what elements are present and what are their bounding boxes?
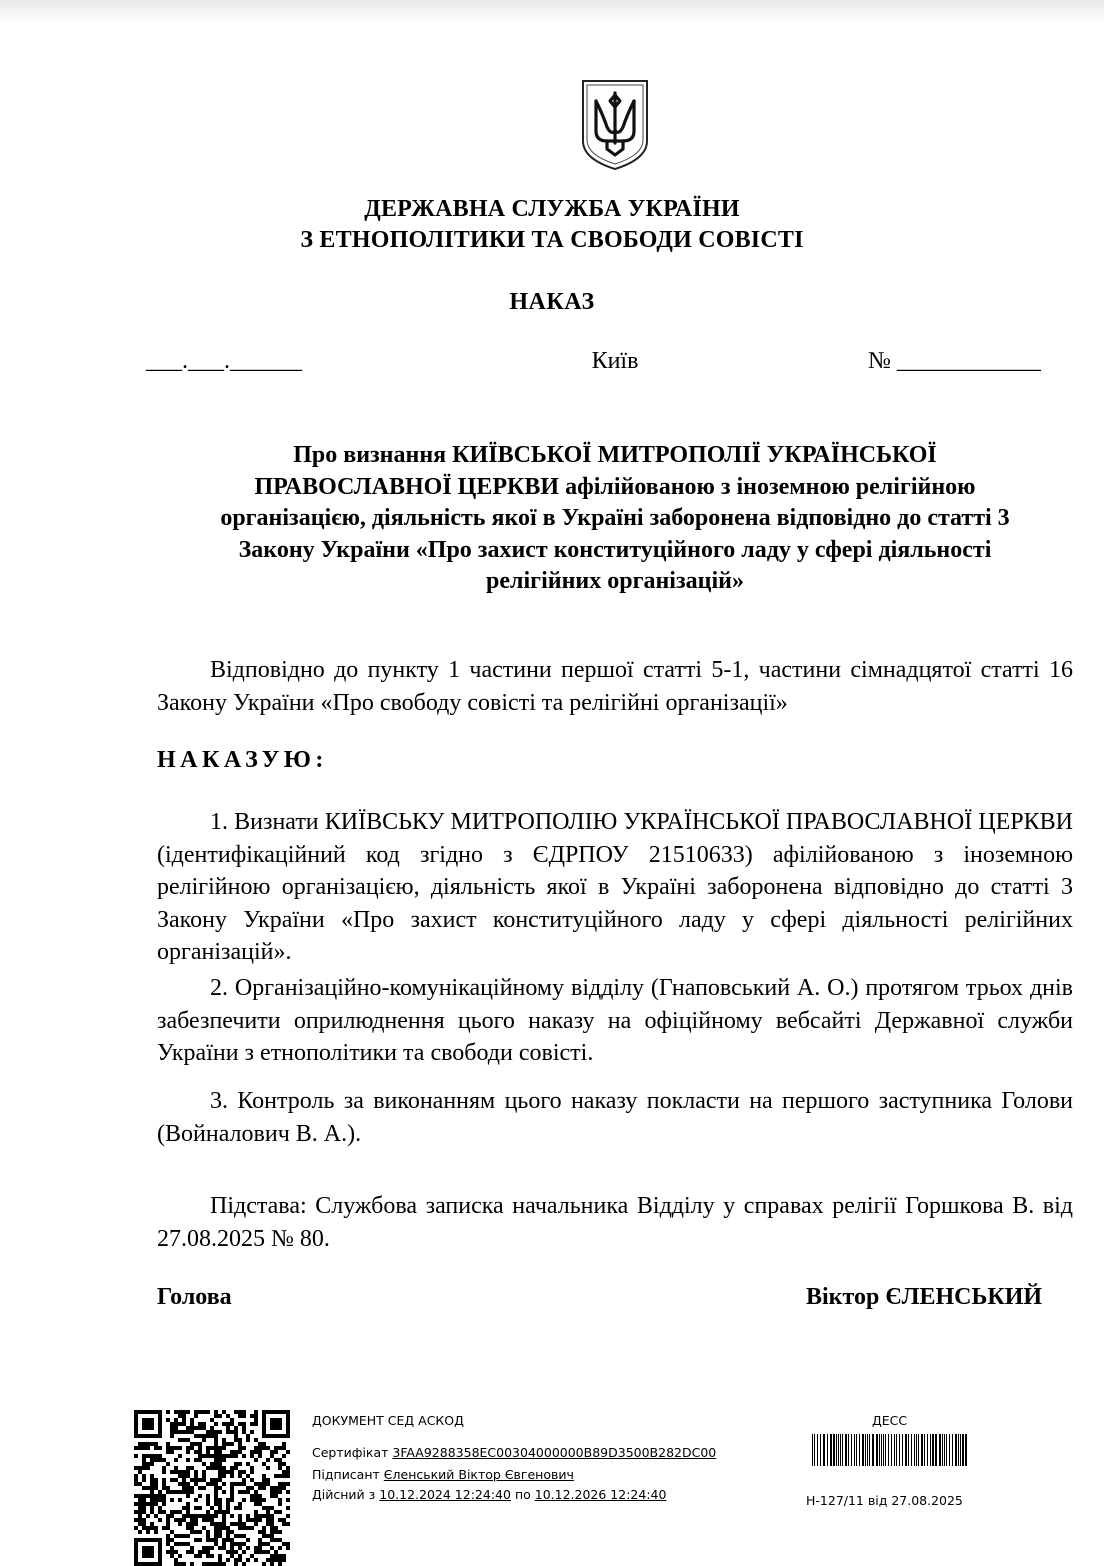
- subject-line: ПРАВОСЛАВНОЇ ЦЕРКВИ афілійованою з іноземною релігійною: [254, 473, 976, 500]
- order-item-text: 2. Організаційно-комунікаційному відділу (Гнаповський А. О.) протягом трьох днів забезпечити оприлюднення цього наказу на офіційному вебсайті Державної служби України з етнополітики та свободи совісті.: [157, 975, 1073, 1066]
- page-top-shadow: [0, 0, 1104, 22]
- signatory-position: Голова: [157, 1284, 232, 1310]
- order-item-1: [157, 806, 1073, 969]
- qr-code-icon[interactable]: [134, 1410, 290, 1566]
- signer-value: Єленський Віктор Євгенович: [383, 1467, 574, 1482]
- order-subject: [150, 440, 1080, 598]
- valid-to-value: 10.12.2026 12:24:40: [534, 1487, 667, 1502]
- document-type-title: НАКАЗ: [509, 289, 595, 315]
- agency-name-line1: ДЕРЖАВНА СЛУЖБА УКРАЇНИ: [364, 196, 740, 222]
- subject-line: релігійних організацій»: [486, 568, 744, 594]
- registration-number: Н-127/11 від 27.08.2025: [806, 1493, 963, 1508]
- decree-heading: НАКАЗУЮ:: [157, 747, 328, 773]
- desc-system-label: ДЕСС: [872, 1413, 908, 1428]
- number-field: № ____________: [868, 348, 1041, 374]
- legal-basis-text: Відповідно до пункту 1 частини першої статті 5-1, частини сімнадцятої статті 16 Закону України «Про свободу совісті та релігійні організації»: [157, 657, 1073, 716]
- order-item-2: [157, 972, 1073, 1070]
- order-item-text: 3. Контроль за виконанням цього наказу покласти на першого заступника Голови (Войналович В. А.).: [157, 1088, 1073, 1147]
- grounds-text: Підстава: Службова записка начальника Відділу у справах релігії Горшкова В. від 27.08.2025 № 80.: [157, 1193, 1073, 1252]
- signer-line: [312, 1467, 574, 1482]
- validity-line: [312, 1487, 666, 1502]
- order-item-text: 1. Визнати КИЇВСЬКУ МИТРОПОЛІЮ УКРАЇНСЬКОЇ ПРАВОСЛАВНОЇ ЦЕРКВИ (ідентифікаційний код згідно з ЄДРПОУ 21510633) афілійованою з іноземною релігійною організацією, діяльність якої в Україні заборонена відповідно до статті 3 Закону України «Про захист конституційного ладу у сфері діяльності релігійних організацій».: [157, 809, 1073, 965]
- valid-to-label: по: [514, 1487, 531, 1502]
- agency-name: [0, 194, 1104, 256]
- valid-from-value: 10.12.2024 12:24:40: [379, 1487, 511, 1502]
- signatory-name: Віктор ЄЛЕНСЬКИЙ: [806, 1284, 1043, 1310]
- order-item-3: [157, 1085, 1073, 1150]
- subject-line: організацією, діяльність якої в Україні заборонена відповідно до статті 3: [220, 505, 1010, 531]
- trident-coat-of-arms-icon: [581, 79, 649, 171]
- legal-basis-paragraph: [157, 654, 1073, 719]
- valid-from-label: Дійсний з: [312, 1487, 376, 1502]
- signer-label: Підписант: [312, 1467, 380, 1482]
- subject-line: Про визнання КИЇВСЬКОЇ МИТРОПОЛІЇ УКРАЇНСЬКОЇ: [293, 442, 937, 468]
- grounds-paragraph: [157, 1190, 1073, 1255]
- agency-name-line2: З ЕТНОПОЛІТИКИ ТА СВОБОДИ СОВІСТІ: [300, 227, 804, 253]
- subject-line: Закону України «Про захист конституційного ладу у сфері діяльності: [238, 536, 992, 563]
- date-field: ___.___.______: [146, 348, 302, 374]
- certificate-line: [312, 1445, 716, 1460]
- stamp-title: ДОКУМЕНТ СЕД АСКОД: [312, 1413, 464, 1428]
- certificate-value: 3FAA9288358EC00304000000B89D3500B282DC00: [392, 1445, 717, 1460]
- barcode-icon: [812, 1434, 968, 1466]
- certificate-label: Сертифікат: [312, 1445, 389, 1460]
- city-label: Київ: [591, 348, 639, 374]
